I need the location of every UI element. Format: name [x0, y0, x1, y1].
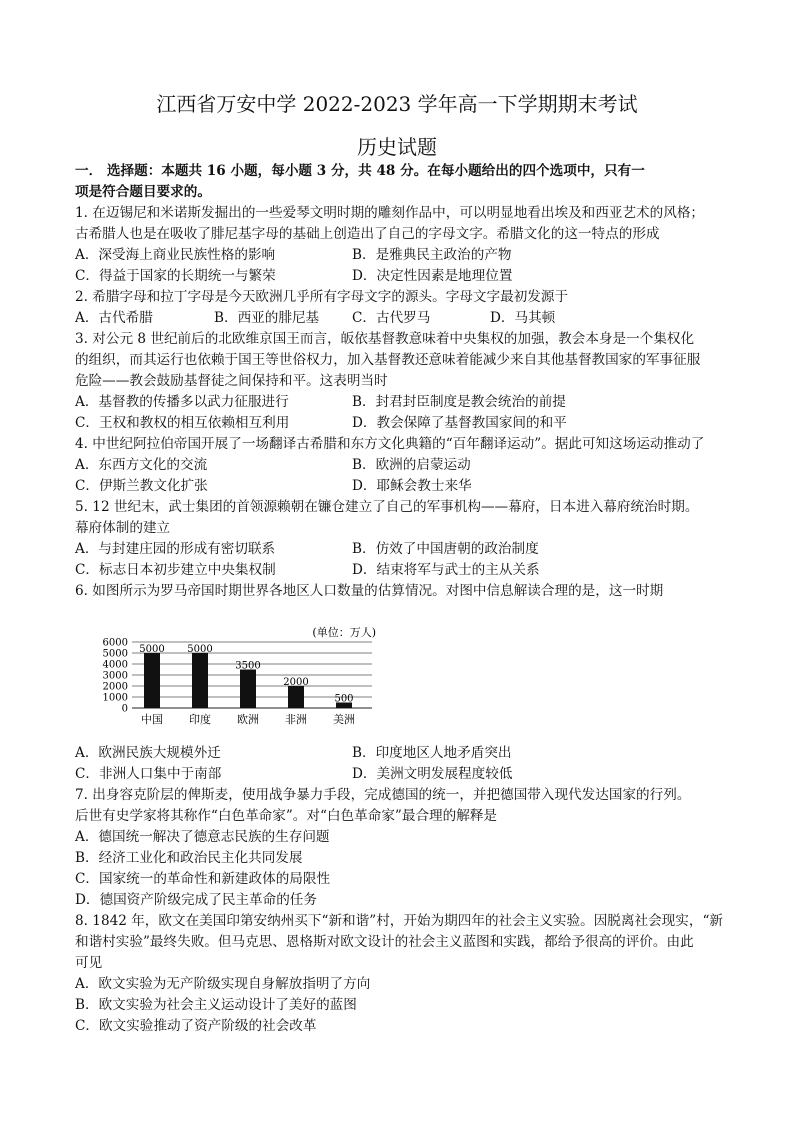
- y-tick-label: 4000: [102, 659, 128, 671]
- category-label: 印度: [189, 713, 211, 726]
- exam-title: 江西省万安中学 2022-2023 学年高一下学期期末考试: [156, 92, 638, 116]
- bar-value-label: 2000: [283, 677, 309, 688]
- q7-stem-line1: 7. 出身容克阶层的俾斯麦，使用战争暴力手段，完成德国的统一，并把德国带入现代发达国家的行列。: [75, 787, 691, 803]
- y-tick-label: 0: [121, 703, 128, 715]
- population-bar-chart: [96, 616, 386, 736]
- y-tick-label: 1000: [102, 692, 128, 704]
- y-tick-label: 2000: [102, 681, 128, 693]
- q6-option-c: C．非洲人口集中于南部: [75, 766, 222, 782]
- q3-option-d: D．教会保障了基督教国家间的和平: [352, 415, 567, 431]
- bar: [288, 686, 304, 708]
- chart-y-ticks: [103, 638, 128, 715]
- bar: [192, 653, 208, 708]
- q4-option-c: C．伊斯兰教文化扩张: [75, 478, 208, 494]
- bar: [240, 670, 256, 709]
- bar-value-label: 3500: [235, 660, 261, 672]
- q5-stem-line2: 幕府体制的建立: [75, 520, 171, 536]
- q2-stem-line1: 2. 希腊字母和拉丁字母是今天欧洲几乎所有字母文字的源头。字母文字最初发源于: [75, 289, 569, 305]
- q8-stem-line2: 和谐村实验”最终失败。但马克思、恩格斯对欧文设计的社会主义蓝图和实践，都给予很高的评价。由此: [75, 934, 694, 950]
- bar: [144, 653, 160, 708]
- q1-option-d: D．决定性因素是地理位置: [352, 268, 513, 284]
- q5-option-d: D．结束将军与武士的主从关系: [352, 562, 540, 578]
- q3-option-c: C．王权和教权的相互依赖相互利用: [75, 415, 290, 431]
- q4-option-a: A．东西方文化的交流: [75, 457, 208, 473]
- q2-option-c: C．古代罗马: [352, 310, 431, 326]
- bar-value-label: 500: [334, 693, 354, 705]
- bar-value-label: 5000: [187, 644, 213, 655]
- q3-option-a: A．基督教的传播多以武力征服进行: [75, 394, 289, 410]
- q1-stem-line1: 1. 在迈锡尼和米诺斯发掘出的一些爱琴文明时期的雕刻作品中，可以明显地看出埃及和西亚艺术的风格；: [75, 205, 705, 221]
- section-heading-line1: 一． 选择题：本题共 16 小题，每小题 3 分，共 48 分。在每小题给出的四个选项中，只有一: [75, 163, 645, 179]
- q2-option-a: A．古代希腊: [75, 310, 153, 326]
- chart-unit-label: (单位：万人): [312, 626, 376, 639]
- q4-stem-line1: 4. 中世纪阿拉伯帝国开展了一场翻译古希腊和东方文化典籍的“百年翻译运动”。据此可知这场运动推动了: [75, 436, 705, 452]
- q3-option-b: B．封君封臣制度是教会统治的前提: [352, 394, 566, 410]
- q1-option-c: C．得益于国家的长期统一与繁荣: [75, 268, 276, 284]
- q5-stem-line1: 5. 12 世纪末，武士集团的首领源赖朝在镰仓建立了自己的军事机构——幕府，日本进入幕府统治时期。: [75, 499, 699, 515]
- q3-stem-line3: 危险——教会鼓励基督徒之间保持和平。这表明当时: [75, 373, 388, 389]
- q8-stem-line1: 8. 1842 年，欧文在美国印第安纳州买下“新和谐”村，开始为期四年的社会主义实验。因脱离社会现实，“新: [75, 913, 723, 929]
- q7-option-d: D．德国资产阶级完成了民主革命的任务: [75, 892, 317, 908]
- q7-option-b: B．经济工业化和政治民主化共同发展: [75, 850, 303, 866]
- q2-option-d: D．马其顿: [490, 310, 556, 326]
- q6-option-b: B．印度地区人地矛盾突出: [352, 745, 512, 761]
- category-label: 非洲: [285, 713, 307, 726]
- q4-option-b: B．欧洲的启蒙运动: [352, 457, 471, 473]
- category-label: 中国: [141, 713, 163, 726]
- q5-option-b: B．仿效了中国唐朝的政治制度: [352, 541, 539, 557]
- q3-stem-line1: 3. 对公元 8 世纪前后的北欧维京国王而言，皈依基督教意味着中央集权的加强，教会本身是一个集权化: [75, 331, 695, 347]
- q7-stem-line2: 后世有史学家将其称作“白色革命家”。对“白色革命家”最合理的解释是: [75, 808, 498, 824]
- y-tick-label: 6000: [102, 637, 128, 649]
- q8-option-b: B．欧文实验为社会主义运动设计了美好的蓝图: [75, 997, 357, 1013]
- q7-option-a: A．德国统一解决了德意志民族的生存问题: [75, 829, 330, 845]
- y-tick-label: 5000: [102, 648, 128, 660]
- q3-stem-line2: 的组织，而其运行也依赖于国王等世俗权力，加入基督教还意味着能减少来自其他基督教国家的军事征服: [75, 352, 701, 368]
- q8-option-c: C．欧文实验推动了资产阶级的社会改革: [75, 1018, 317, 1034]
- q5-option-c: C．标志日本初步建立中央集权制: [75, 562, 276, 578]
- q6-stem-line1: 6. 如图所示为罗马帝国时期世界各地区人口数量的估算情况。对图中信息解读合理的是，这一时期: [75, 583, 664, 599]
- q6-option-d: D．美洲文明发展程度较低: [352, 766, 513, 782]
- bar-value-label: 5000: [139, 644, 165, 655]
- y-tick-label: 3000: [102, 670, 128, 682]
- q8-stem-line3: 可见: [75, 955, 103, 971]
- q2-option-b: B．西亚的腓尼基: [214, 310, 320, 326]
- section-heading-line2: 项是符合题目要求的。: [75, 184, 211, 200]
- subject-title: 历史试题: [357, 135, 437, 159]
- q7-option-c: C．国家统一的革命性和新建政体的局限性: [75, 871, 331, 887]
- q1-stem-line2: 古希腊人也是在吸收了腓尼基字母的基础上创造出了自己的字母文字。希腊文化的这一特点的形成: [75, 226, 660, 242]
- chart-category-labels: [141, 712, 355, 726]
- q1-option-b: B．是雅典民主政治的产物: [352, 247, 512, 263]
- category-label: 美洲: [333, 713, 355, 726]
- category-label: 欧洲: [237, 713, 259, 726]
- q8-option-a: A．欧文实验为无产阶级实现自身解放指明了方向: [75, 976, 371, 992]
- q1-option-a: A．深受海上商业民族性格的影响: [75, 247, 276, 263]
- q5-option-a: A．与封建庄园的形成有密切联系: [75, 541, 276, 557]
- q6-option-a: A．欧洲民族大规模外迁: [75, 745, 221, 761]
- q4-option-d: D．耶稣会教士来华: [352, 478, 472, 494]
